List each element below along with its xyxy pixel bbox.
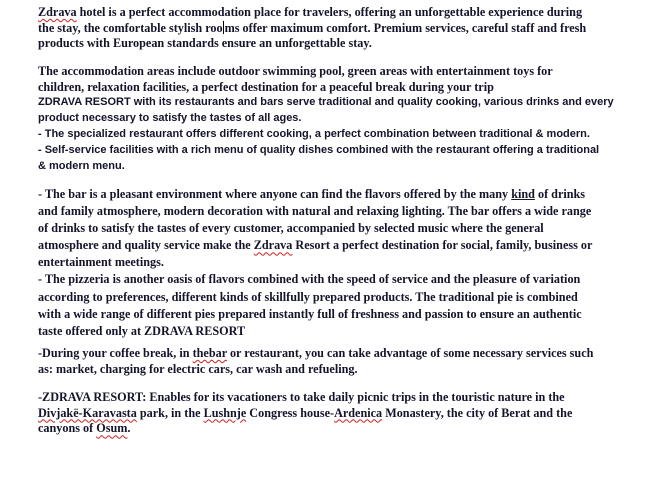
accommodation-paragraph bbox=[38, 64, 623, 95]
bar-line-4b: Resort a perfect destination for social, family, business or bbox=[292, 238, 593, 253]
spell-flag-zdrava: Zdrava bbox=[38, 5, 77, 19]
bar-line-5: entertainment meetings. bbox=[38, 255, 164, 270]
pizzeria-line-1: - The pizzeria is another oasis of flavors combined with the speed of service and the pleasure of variation bbox=[38, 272, 581, 287]
restaurants-line-4: - Self-service facilities with a rich menu of quality dishes combined with the restaurant offering a traditional bbox=[38, 144, 600, 156]
restaurants-line-5: & modern menu. bbox=[38, 160, 125, 172]
spell-flag-lushnje: Lushnje bbox=[203, 405, 247, 420]
pizzeria-line-3: with a wide range of different pies prepared instantly full of freshness and passion to ensure an authentic bbox=[38, 306, 582, 321]
bar-line-2: and family atmosphere, modern decoration with natural and relaxing lighting. The bar offers a wide range bbox=[38, 204, 592, 219]
excursions-line-1: -ZDRAVA RESORT: Enables for its vacationers to take daily picnic trips in the touristic nature in the bbox=[38, 390, 565, 404]
excursions-line-2b: Congress house- bbox=[246, 405, 335, 420]
accommodation-line-1: The accommodation areas include outdoor swimming pool, green areas with entertainment toys for bbox=[38, 64, 553, 78]
spell-flag-divjake: Divjakë-Karavasta bbox=[38, 405, 137, 420]
bar-line-4a: atmosphere and quality service make the bbox=[38, 238, 254, 253]
coffee-line-1b: or restaurant, you can take advantage of some necessary services such bbox=[226, 346, 594, 360]
excursions-line-2c: Monastery, the city of Berat and the bbox=[382, 405, 573, 420]
pizzeria-line-2: according to preferences, different kinds of skillfully prepared products. The traditional pie is combined bbox=[38, 289, 578, 304]
bar-line-3: of drinks to satisfy the tastes of every customer, accompanied by selected music where the general bbox=[38, 221, 544, 236]
restaurants-line-3: - The specialized restaurant offers different cooking, a perfect combination between traditional & modern. bbox=[38, 128, 590, 140]
excursions-line-3b: . bbox=[127, 421, 131, 436]
excursions-line-3a: canyons of bbox=[38, 421, 97, 436]
coffee-line-1a: -During your coffee break, in bbox=[38, 346, 193, 360]
intro-line-2b: ms offer maximum comfort. Premium services, careful staff and fresh bbox=[224, 20, 587, 35]
intro-paragraph bbox=[38, 5, 623, 52]
bar-line-1b: of drinks bbox=[534, 187, 586, 201]
spell-flag-thebar: thebar bbox=[192, 346, 227, 360]
spell-flag-zdrava-2: Zdrava bbox=[253, 238, 293, 253]
excursions-line-2a: park, in the bbox=[136, 405, 204, 420]
excursions-paragraph bbox=[38, 390, 623, 437]
spell-flag-ardenica: Ardenica bbox=[334, 405, 383, 420]
bar-line-1a: - The bar is a pleasant environment where anyone can find the flavors offered by the many bbox=[38, 187, 512, 201]
pizzeria-line-4: taste offered only at ZDRAVA RESORT bbox=[38, 323, 246, 338]
intro-line-2a: the stay, the comfortable stylish roo bbox=[38, 20, 223, 35]
restaurants-paragraph bbox=[38, 94, 623, 174]
intro-line-1: hotel is a perfect accommodation place for travelers, offering an unforgettable experience during bbox=[76, 5, 583, 19]
underlined-kind: kind bbox=[511, 187, 535, 201]
restaurants-line-2: product necessary to satisfy the tastes of all ages. bbox=[38, 112, 302, 124]
coffee-paragraph bbox=[38, 346, 623, 377]
restaurants-line-1: ZDRAVA RESORT with its restaurants and bars serve traditional and quality cooking, various drinks and every bbox=[38, 96, 614, 108]
spell-flag-osum: Osum bbox=[96, 421, 128, 436]
bar-pizzeria-paragraph bbox=[38, 186, 623, 340]
accommodation-line-2: children, relaxation facilities, a perfect destination for a peaceful break during your trip bbox=[38, 79, 494, 94]
intro-line-3: products with European standards ensure an unforgettable stay. bbox=[38, 36, 372, 51]
coffee-line-2: as: market, charging for electric cars, car wash and refueling. bbox=[38, 361, 358, 376]
